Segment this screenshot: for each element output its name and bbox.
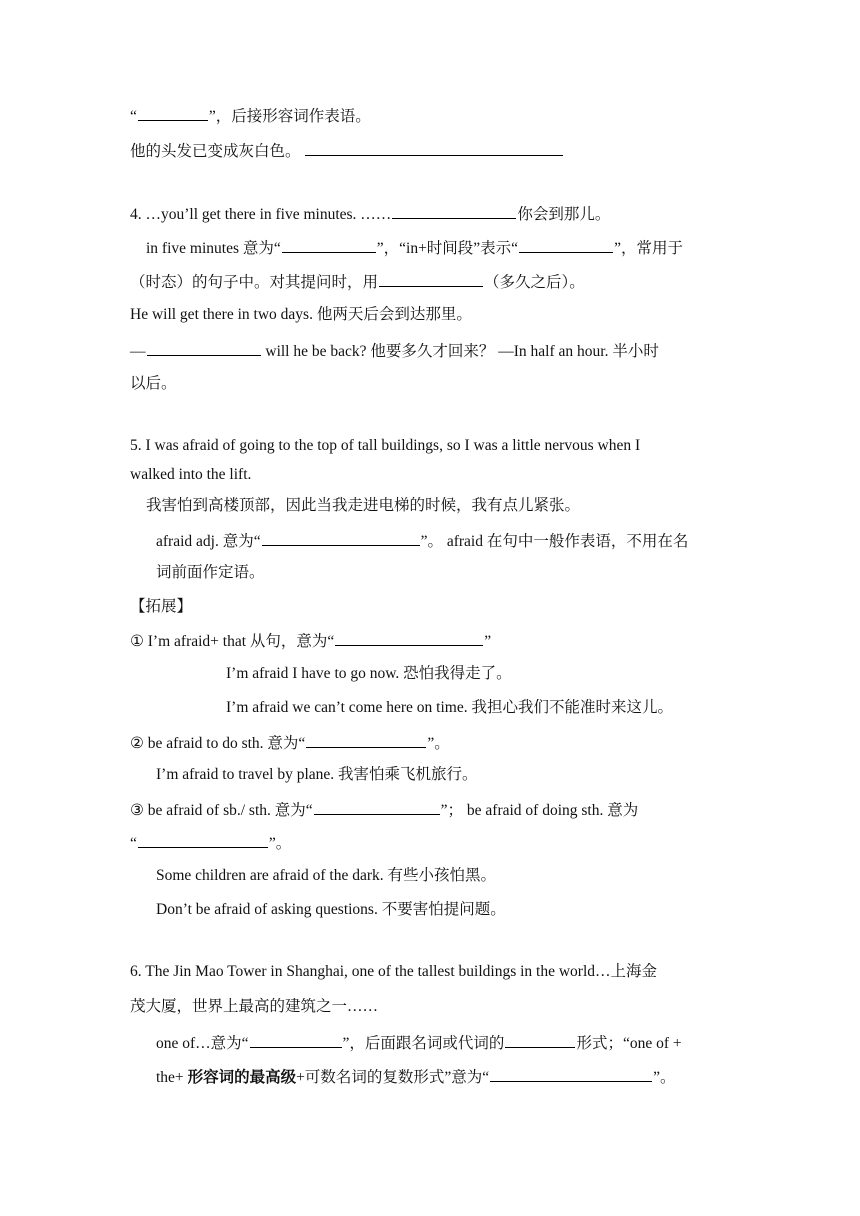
example-sentence: I’m afraid to travel by plane. 我害怕乘飞机旅行。: [156, 766, 478, 783]
example-sentence: Some children are afraid of the dark. 有些小孩怕黑。: [156, 867, 497, 884]
answer-blank[interactable]: [306, 732, 426, 748]
answer-blank[interactable]: [138, 105, 208, 121]
answer-blank[interactable]: [519, 237, 613, 253]
text-line: 他的头发已变成灰白色。: [130, 140, 564, 162]
answer-blank[interactable]: [262, 530, 420, 546]
text-line: 5. I was afraid of going to the top of tall buildings, so I was a little nervous when I: [130, 437, 641, 454]
answer-blank[interactable]: [335, 630, 483, 646]
text-line: in five minutes 意为“ ”，“in+时间段”表示“ ”，常用于: [146, 237, 683, 259]
text-line: 词前面作定语。: [156, 564, 265, 581]
bold-term: 形容词的最高级: [187, 1069, 297, 1086]
text-line: the+ 形容词的最高级+可数名词的复数形式”意为“ ”。: [156, 1066, 675, 1088]
text-line: afraid adj. 意为“ ”。 afraid 在句中一般作表语，不用在名: [156, 530, 688, 552]
text-line: He will get there in two days. 他两天后会到达那里。: [130, 306, 472, 323]
answer-blank[interactable]: [392, 203, 516, 219]
text-line: — will he be back? 他要多久才回来？ —In half an hour. 半小时: [130, 340, 659, 362]
answer-blank[interactable]: [147, 340, 261, 356]
answer-blank[interactable]: [250, 1032, 342, 1048]
text-line: 我害怕到高楼顶部，因此当我走进电梯的时候，我有点儿紧张。: [146, 497, 581, 514]
text-line: ① I’m afraid+ that 从句，意为“ ”: [130, 630, 491, 652]
text-line: one of…意为“ ”，后面跟名词或代词的 形式；“one of +: [156, 1032, 682, 1054]
text-line: walked into the lift.: [130, 466, 252, 483]
text-line: 茂大厦，世界上最高的建筑之一……: [130, 998, 379, 1015]
answer-blank[interactable]: [505, 1032, 575, 1048]
text-line: ③ be afraid of sb./ sth. 意为“ ”； be afraid of doing sth. 意为: [130, 799, 638, 821]
text-line: （时态）的句子中。对其提问时，用 （多久之后）。: [130, 271, 585, 293]
answer-blank[interactable]: [314, 799, 440, 815]
answer-blank[interactable]: [490, 1066, 652, 1082]
answer-blank[interactable]: [282, 237, 376, 253]
example-sentence: I’m afraid I have to go now. 恐怕我得走了。: [226, 665, 512, 682]
answer-blank[interactable]: [379, 271, 483, 287]
text-line: 6. The Jin Mao Tower in Shanghai, one of the tallest buildings in the world…上海金: [130, 963, 658, 980]
example-sentence: I’m afraid we can’t come here on time. 我担心我们不能准时来这儿。: [226, 699, 673, 716]
section-heading: 【拓展】: [130, 598, 193, 615]
answer-blank[interactable]: [305, 140, 563, 156]
text-line: 以后。: [130, 375, 177, 392]
text-line: 4. …you’ll get there in five minutes. …… 你会到那儿。: [130, 203, 610, 225]
example-sentence: Don’t be afraid of asking questions. 不要害怕提问题。: [156, 901, 506, 918]
text-line: “ ”。: [130, 832, 291, 854]
answer-blank[interactable]: [138, 832, 268, 848]
text-line: ② be afraid to do sth. 意为“ ”。: [130, 732, 450, 754]
text-line: “ ”，后接形容词作表语。: [130, 105, 371, 127]
